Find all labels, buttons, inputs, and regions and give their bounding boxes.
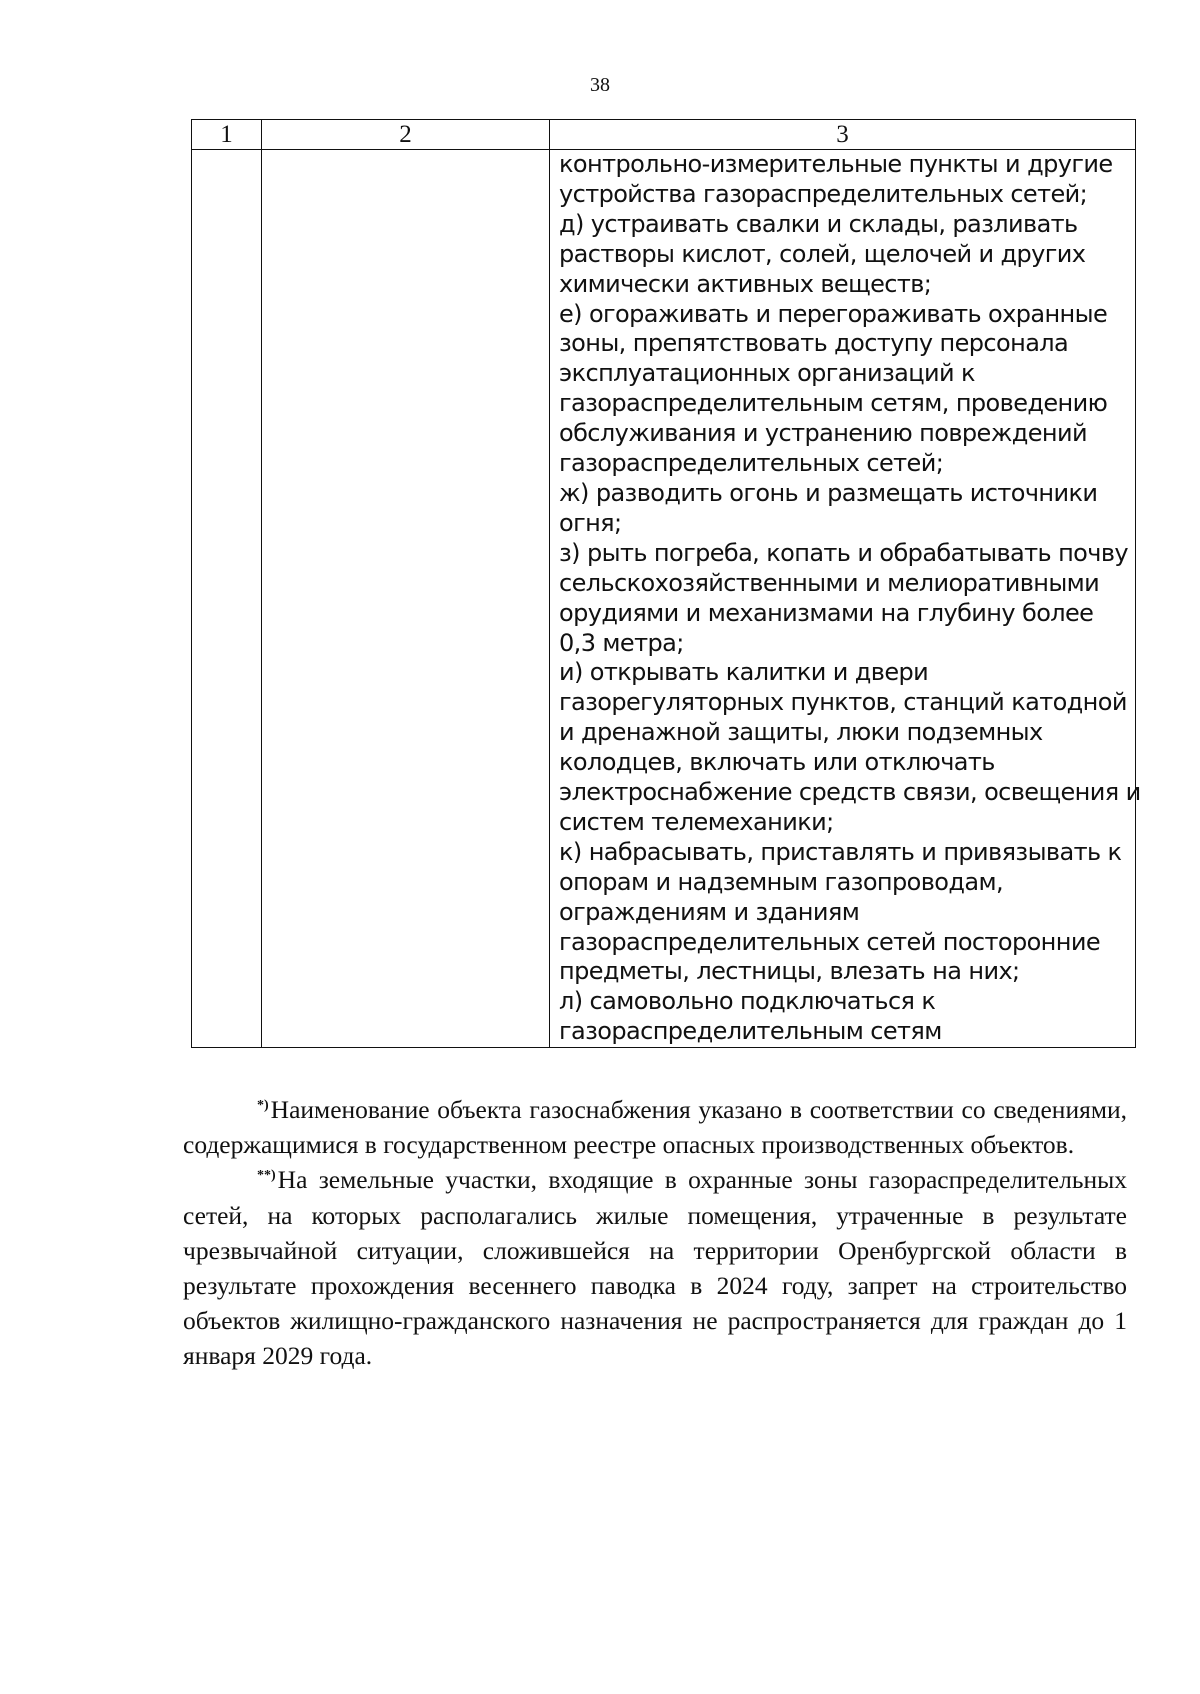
table-header-col-3: 3	[550, 120, 1136, 150]
restrictions-text-line: эксплуатационных организаций к	[559, 359, 975, 388]
restrictions-text-line: сельскохозяйственными и мелиоративными	[559, 568, 1100, 597]
restrictions-text-line: растворы кислот, солей, щелочей и других	[559, 239, 1086, 268]
restrictions-text-line: и дренажной защиты, люки подземных	[559, 718, 1043, 747]
restrictions-text-line: опорам и надземным газопроводам,	[559, 867, 1003, 896]
table-row	[192, 150, 1136, 1048]
restrictions-text-line: л) самовольно подключаться к	[559, 987, 936, 1016]
restrictions-text-line: газораспределительных сетей посторонние	[559, 927, 1101, 956]
table-cell-col-1	[192, 150, 262, 1048]
restrictions-text-line: орудиями и механизмами на глубину более	[559, 598, 1094, 627]
footnote-1-text: Наименование объекта газоснабжения указано в соответствии со сведениями, содержащимися в государственном реестре опасных производственных объектов.	[183, 1095, 1127, 1160]
footnotes	[183, 1092, 1127, 1374]
table-cell-col-2	[262, 150, 550, 1048]
restrictions-text-line: ограждениям и зданиям	[559, 897, 860, 926]
restrictions-text-line: к) набрасывать, приставлять и привязывать к	[559, 837, 1122, 866]
restrictions-text-line: устройства газораспределительных сетей;	[559, 179, 1088, 208]
document-table	[191, 119, 1141, 1048]
restrictions-text-line: контрольно-измерительные пункты и другие	[559, 150, 1113, 178]
restrictions-text-line: колодцев, включать или отключать	[559, 748, 995, 777]
restrictions-text-line: е) огораживать и перегораживать охранные	[559, 299, 1108, 328]
restrictions-text-line: газораспределительным сетям, проведению	[559, 389, 1108, 418]
footnote-2-marker: **)	[257, 1168, 276, 1184]
restrictions-text-line: д) устраивать свалки и склады, разливать	[559, 209, 1078, 238]
restrictions-text-line: газорегуляторных пунктов, станций катодной	[559, 688, 1127, 717]
table-cell-col-3	[550, 150, 1141, 1048]
restrictions-text-line: систем телемеханики;	[559, 807, 834, 836]
footnote-1-marker: *)	[257, 1098, 269, 1113]
page-number: 38	[590, 74, 610, 96]
restrictions-text-line: газораспределительных сетей;	[559, 449, 944, 478]
table-header-row	[192, 120, 1136, 150]
restrictions-text-line: огня;	[559, 508, 622, 537]
footnote-1	[183, 1092, 1127, 1162]
restrictions-text-line: химически активных веществ;	[559, 269, 932, 298]
restrictions-text-line: ж) разводить огонь и размещать источники	[559, 478, 1098, 507]
table-header-col-2: 2	[262, 120, 550, 150]
restrictions-text-line: и) открывать калитки и двери	[559, 658, 929, 687]
restrictions-text-line: электроснабжение средств связи, освещения и	[559, 778, 1141, 807]
restrictions-text-line: 0,3 метра;	[559, 628, 684, 657]
restrictions-text-line: газораспределительным сетям	[559, 1017, 942, 1046]
table-header-col-1: 1	[192, 120, 262, 150]
restrictions-text-line: з) рыть погреба, копать и обрабатывать почву	[559, 538, 1128, 567]
footnote-2	[183, 1162, 1127, 1373]
restrictions-text-line: предметы, лестницы, влезать на них;	[559, 957, 1020, 986]
footnote-2-text: На земельные участки, входящие в охранные зоны газораспределительных сетей, на которых располагались жилые помещения, утраченные в результате чрезвычайной ситуации, сложившейся на территории Оренбургской области в результате прохождения весеннего паводка в 2024 году, запрет на строительство объектов жилищно-гражданского назначения не распространяется для граждан до 1 января 2029 года.	[183, 1165, 1127, 1371]
restrictions-text-line: зоны, препятствовать доступу персонала	[559, 329, 1069, 358]
restrictions-text	[550, 150, 1141, 1047]
restrictions-text-line: обслуживания и устранению повреждений	[559, 419, 1087, 448]
